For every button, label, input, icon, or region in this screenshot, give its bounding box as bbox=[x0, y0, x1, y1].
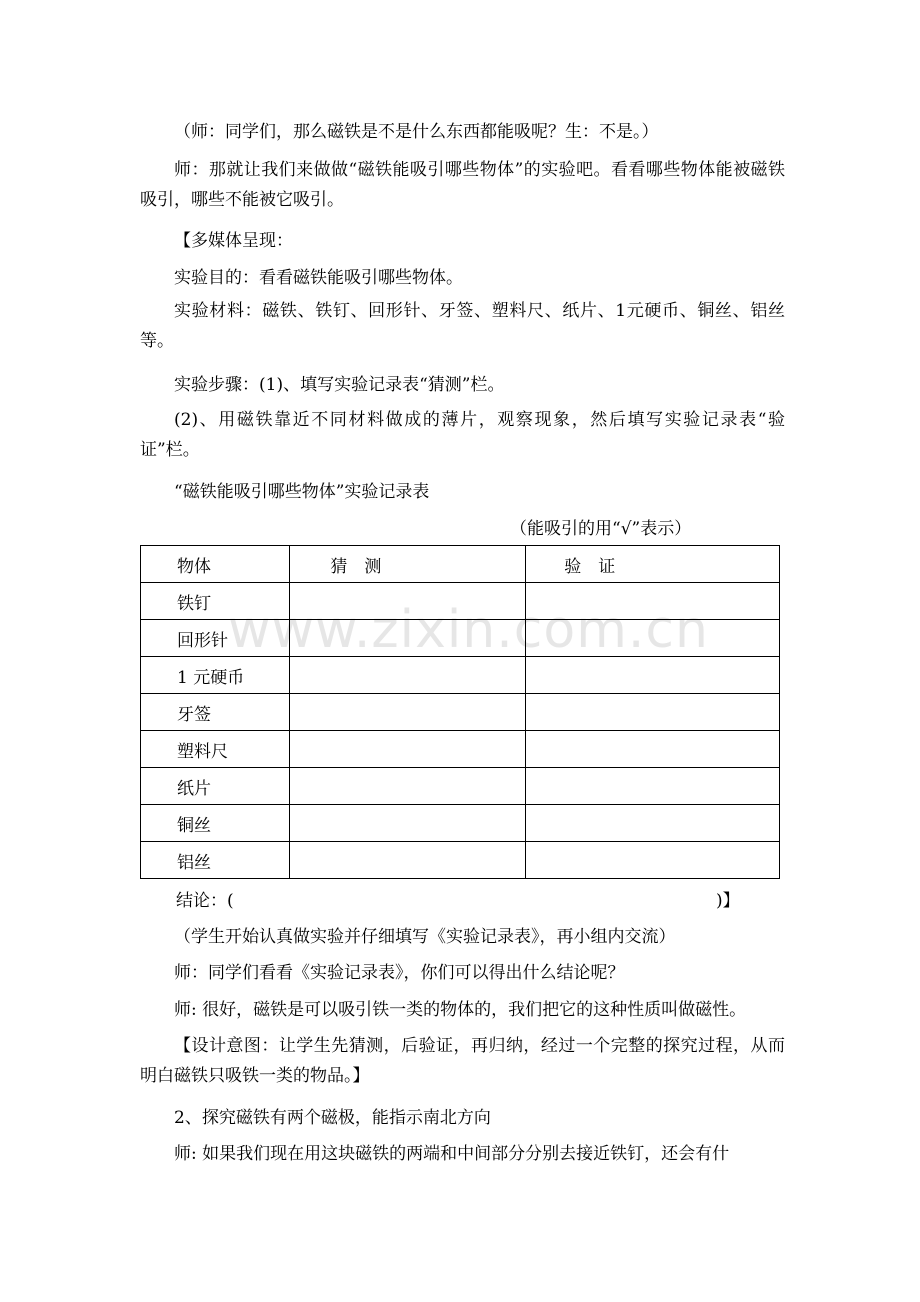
table-row: 塑料尺 bbox=[141, 731, 780, 768]
verify-cell[interactable] bbox=[526, 768, 780, 805]
paragraph-multimedia: 【多媒体呈现： bbox=[174, 231, 293, 251]
paragraph-purpose: 实验目的：看看磁铁能吸引哪些物体。 bbox=[174, 268, 463, 288]
table-row: 铝丝 bbox=[141, 842, 780, 879]
table-row: 1 元硬币 bbox=[141, 657, 780, 694]
conclusion-close: )】 bbox=[716, 891, 740, 911]
table-title: “磁铁能吸引哪些物体”实验记录表 bbox=[174, 482, 430, 502]
table-header-row bbox=[141, 546, 780, 583]
paragraph-magnetism: 师: 很好，磁铁是可以吸引铁一类的物体的，我们把它的这种性质叫做磁性。 bbox=[174, 1000, 747, 1020]
paragraph-teacher-poles: 师: 如果我们现在用这块磁铁的两端和中间部分分别去接近铁钉，还会有什 bbox=[174, 1144, 730, 1164]
verify-cell[interactable] bbox=[526, 694, 780, 731]
paragraph-section-2: 2、探究磁铁有两个磁极，能指示南北方向 bbox=[174, 1108, 491, 1128]
guess-cell[interactable] bbox=[290, 805, 526, 842]
verify-cell[interactable] bbox=[526, 620, 780, 657]
paragraph-materials: 实验材料：磁铁、铁钉、回形针、牙签、塑料尺、纸片、1元硬币、铜丝、铝丝等。 bbox=[140, 301, 785, 351]
paragraph-step2: (2)、用磁铁靠近不同材料做成的薄片，观察现象，然后填写实验记录表“验证”栏。 bbox=[140, 410, 785, 460]
header-guess: 猜 测 bbox=[290, 546, 526, 583]
paragraph-teacher-question: 师：同学们看看《实验记录表》，你们可以得出什么结论呢？ bbox=[174, 963, 625, 983]
table-row: 铜丝 bbox=[141, 805, 780, 842]
guess-cell[interactable] bbox=[290, 583, 526, 620]
guess-cell[interactable] bbox=[290, 842, 526, 879]
guess-cell[interactable] bbox=[290, 694, 526, 731]
guess-cell[interactable] bbox=[290, 620, 526, 657]
guess-cell[interactable] bbox=[290, 731, 526, 768]
header-verify: 验 证 bbox=[526, 546, 780, 583]
table-row: 牙签 bbox=[141, 694, 780, 731]
guess-cell[interactable] bbox=[290, 768, 526, 805]
table-row: 回形针 bbox=[141, 620, 780, 657]
paragraph-question: （师：同学们，那么磁铁是不是什么东西都能吸呢？生：不是。） bbox=[174, 122, 659, 142]
paragraph-intro: 师：那就让我们来做做“磁铁能吸引哪些物体”的实验吧。看看哪些物体能被磁铁吸引，哪些不能被它吸引。 bbox=[140, 160, 785, 210]
record-table bbox=[140, 545, 780, 879]
paragraph-students: （学生开始认真做实验并仔细填写《实验记录表》，再小组内交流） bbox=[174, 927, 676, 947]
table-note: （能吸引的用“√”表示） bbox=[510, 519, 692, 539]
verify-cell[interactable] bbox=[526, 842, 780, 879]
table-row: 铁钉 bbox=[141, 583, 780, 620]
guess-cell[interactable] bbox=[290, 657, 526, 694]
paragraph-step1: 实验步骤：(1)、填写实验记录表“猜测”栏。 bbox=[174, 375, 505, 395]
header-object: 物体 bbox=[141, 546, 290, 583]
watermark: www.zixin.com.cn bbox=[228, 600, 709, 660]
table-row: 纸片 bbox=[141, 768, 780, 805]
paragraph-design-intent: 【设计意图：让学生先猜测，后验证，再归纳，经过一个完整的探究过程，从而明白磁铁只吸铁一类的物品。】 bbox=[140, 1036, 785, 1086]
verify-cell[interactable] bbox=[526, 657, 780, 694]
verify-cell[interactable] bbox=[526, 583, 780, 620]
verify-cell[interactable] bbox=[526, 731, 780, 768]
verify-cell[interactable] bbox=[526, 805, 780, 842]
conclusion-label: 结论：( bbox=[176, 891, 234, 911]
